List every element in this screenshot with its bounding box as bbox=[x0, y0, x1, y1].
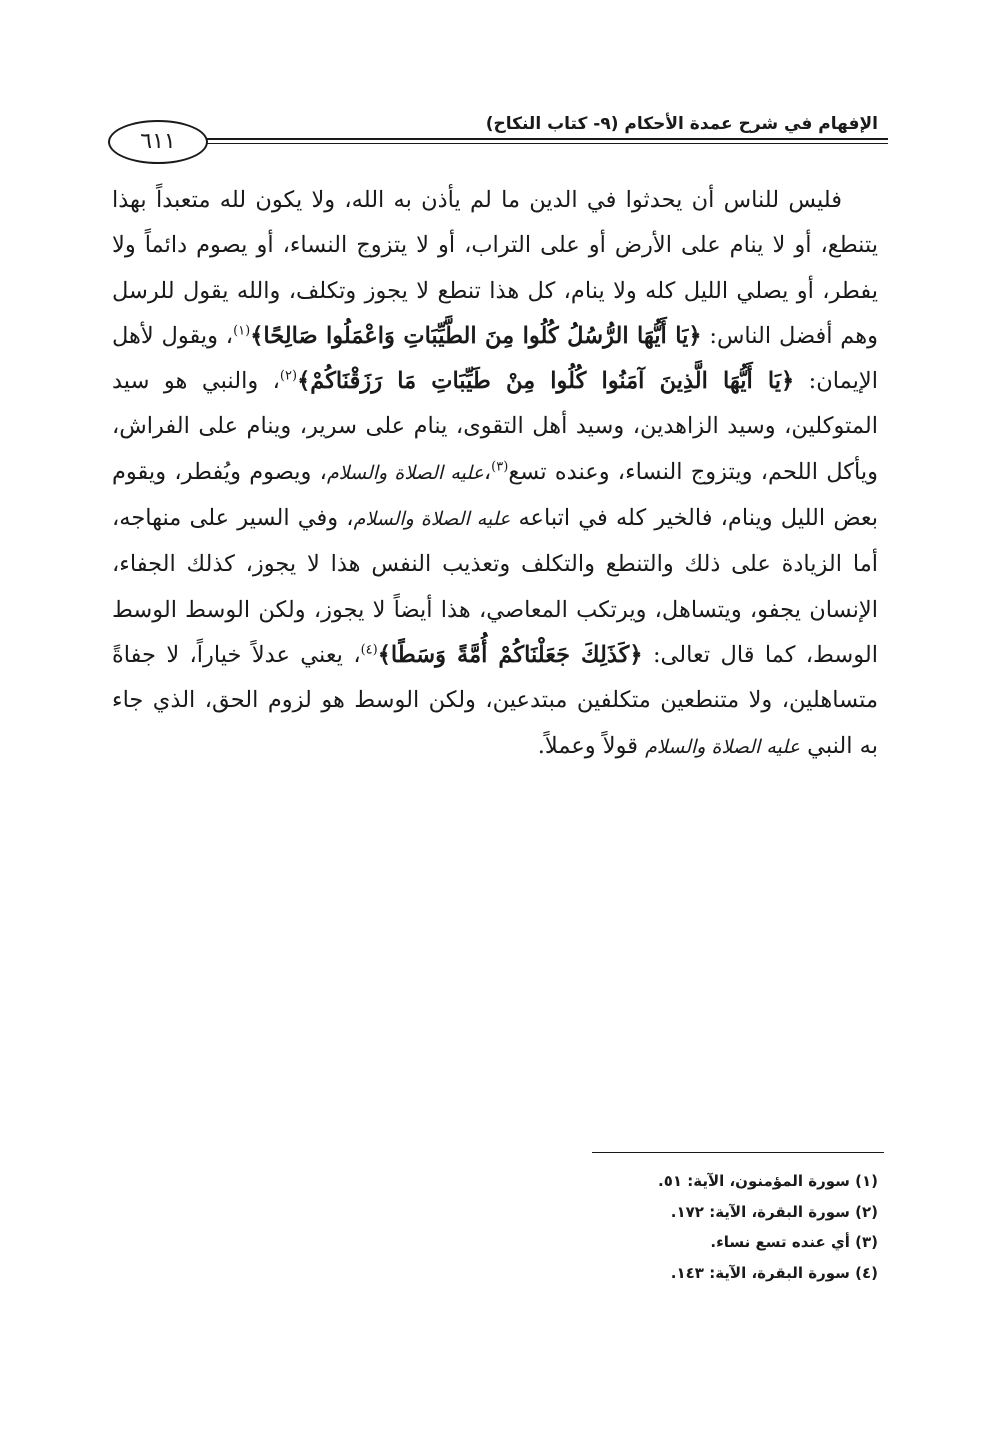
text-segment: قولاً وعملاً. bbox=[537, 732, 646, 759]
main-text bbox=[112, 178, 878, 770]
paragraph bbox=[112, 178, 878, 770]
text-segment: فليس للناس أن يحدثوا في الدين ما لم يأذن به الله، ولا يكون لله متعبداً بهذا يتنطع، أو لا ينام على الأرض أو على التراب، أو لا يتزوج النساء، أو يصوم دائماً ولا يفطر، أو يصلي الليل كله ولا ينام، كل هذا تنطع لا يجوز وتكلف، والله يقول للرسل وهم أفضل الناس: bbox=[112, 187, 878, 349]
running-title: الإفهام في شرح عمدة الأحكام (٩- كتاب النكاح) bbox=[485, 114, 878, 134]
footnote: (٢) سورة البقرة، الآية: ١٧٢. bbox=[670, 1202, 878, 1221]
footnote-ref: (٤) bbox=[360, 642, 378, 658]
quran-verse: ﴿كَذَلِكَ جَعَلْنَاكُمْ أُمَّةً وَسَطًا﴾ bbox=[377, 641, 643, 668]
footnotes bbox=[398, 1166, 878, 1288]
quran-verse: ﴿يَا أَيُّهَا الَّذِينَ آمَنُوا كُلُوا مِنْ طَيِّبَاتِ مَا رَزَقْنَاكُمْ﴾ bbox=[297, 368, 795, 395]
footnote-ref: (٢) bbox=[279, 368, 298, 384]
honorific: عليه الصلاة والسلام bbox=[353, 508, 511, 531]
page-number: ٦١١ bbox=[108, 120, 208, 164]
quran-verse: ﴿يَا أَيُّهَا الرُّسُلُ كُلُوا مِنَ الطَّيِّبَاتِ وَاعْمَلُوا صَالِحًا﴾ bbox=[250, 322, 702, 349]
header-rule bbox=[198, 138, 888, 140]
text-segment: ، ويصوم ويُفطر، ويقوم بعض الليل وينام، فالخير كله في اتباعه bbox=[112, 458, 878, 532]
page-header bbox=[108, 108, 888, 160]
footnote-ref: (١) bbox=[233, 323, 251, 339]
footnote: (١) سورة المؤمنون، الآية: ٥١. bbox=[657, 1172, 878, 1190]
honorific: عليه الصلاة والسلام bbox=[645, 735, 800, 758]
text-segment: ، والنبي هو سيد المتوكلين، وسيد الزاهدين، وسيد أهل التقوى، ينام على سرير، وينام على الفراش، ويأكل اللحم، ويتزوج النساء، وعنده تسع bbox=[112, 368, 879, 485]
text-segment: ، ويقول لأهل الإيمان: bbox=[112, 322, 878, 395]
honorific: عليه الصلاة والسلام bbox=[326, 461, 484, 484]
text-segment: ، bbox=[483, 458, 492, 485]
footnote: (٤) سورة البقرة، الآية: ١٤٣. bbox=[670, 1263, 878, 1282]
footnote: (٣) أي عنده تسع نساء. bbox=[710, 1233, 878, 1251]
header-rule-thin bbox=[198, 143, 888, 144]
footnote-ref: (٣) bbox=[491, 459, 509, 475]
footnote-separator bbox=[592, 1152, 884, 1153]
text-segment: ، وفي السير على منهاجه، أما الزيادة على ذلك والتنطع والتكلف وتعذيب النفس هذا لا يجوز، كذلك الجفاء، الإنسان يجفو، ويتساهل، ويرتكب المعاصي، هذا أيضاً لا يجوز، ولكن الوسط الوسط الوسط، كما قال تعالى: bbox=[112, 505, 878, 668]
text-segment: ، يعني عدلاً خياراً، لا جفاةً متساهلين، ولا متنطعين متكلفين مبتدعين، ولكن الوسط هو لزوم الحق، الذي جاء به النبي bbox=[112, 641, 878, 759]
